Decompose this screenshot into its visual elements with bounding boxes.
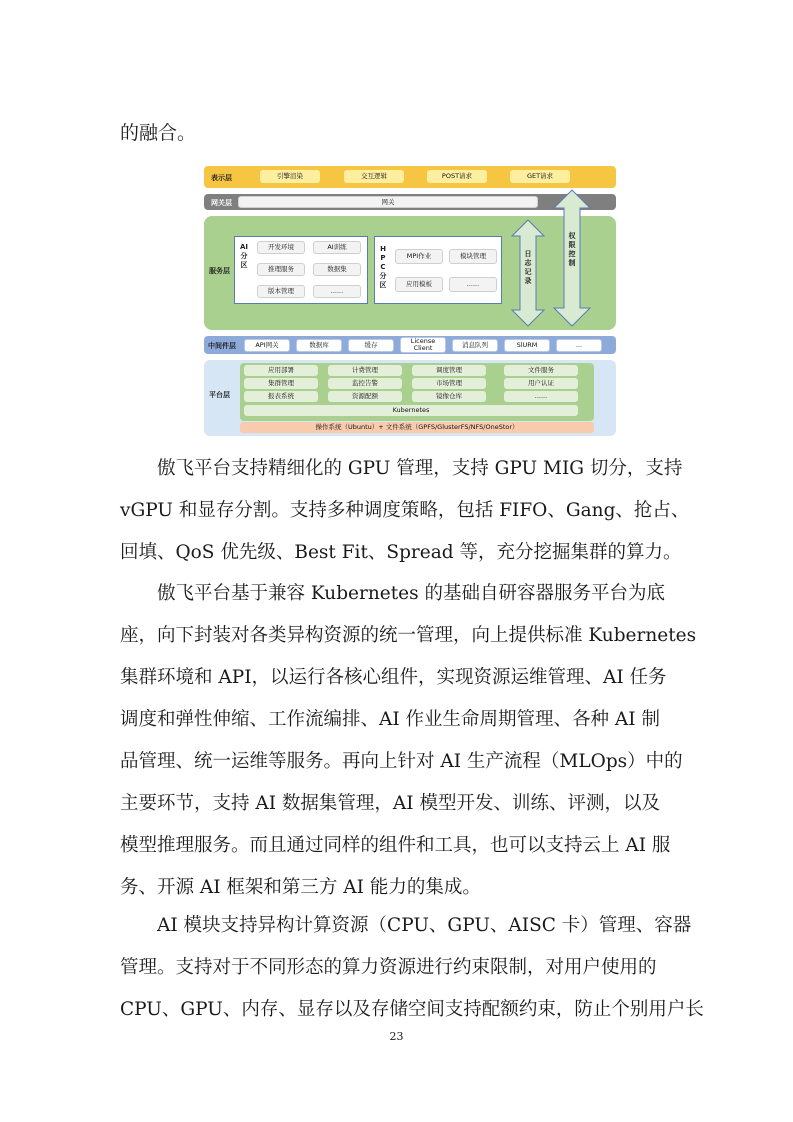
- paragraph-line: AI 模块支持异构计算资源（CPU、GPU、AISC 卡）管理、容器: [157, 915, 692, 936]
- page-number: 23: [389, 1030, 404, 1043]
- presentation-layer: [204, 166, 616, 188]
- platform-item: ......: [504, 391, 578, 402]
- presentation-item: 交互逻辑: [344, 170, 404, 183]
- platform-item: 计费管理: [328, 365, 402, 376]
- service-layer-label: 服务层: [209, 267, 230, 275]
- gateway-layer-label: 网关层: [211, 199, 232, 207]
- middleware-item: 数据库: [296, 339, 342, 352]
- paragraph-line: CPU、GPU、内存、显存以及存储空间支持配额约束，防止个别用户长: [120, 999, 704, 1020]
- middleware-item: ...: [556, 339, 602, 352]
- intro-fragment: 的融合。: [120, 122, 197, 144]
- platform-layer: [204, 360, 616, 436]
- platform-item: 市场管理: [412, 378, 486, 389]
- paragraph-line: 调度和弹性伸缩、工作流编排、AI 作业生命周期管理、各种 AI 制: [120, 709, 660, 730]
- presentation-item: 引擎渲染: [260, 170, 320, 183]
- ai-zone-item: 数据集: [313, 263, 361, 276]
- middleware-item: License Client: [400, 337, 446, 353]
- middleware-layer: [204, 336, 616, 354]
- platform-item: 集群管理: [244, 378, 318, 389]
- paragraph-container-platform: [120, 573, 697, 909]
- ai-zone-item: AI训练: [313, 241, 361, 254]
- platform-item: 调度管理: [412, 365, 486, 376]
- middleware-layer-label: 中间件层: [208, 342, 236, 350]
- paragraph-line: 管理。支持对于不同形态的算力资源进行约束限制，对用户使用的: [120, 957, 657, 978]
- os-filesystem-bar: 操作系统（Ubuntu）+ 文件系统（GPFS/GlusterFS/NFS/OneStor）: [240, 422, 594, 433]
- platform-item: 文件服务: [504, 365, 578, 376]
- presentation-layer-label: 表示层: [211, 174, 232, 182]
- hpc-zone-label: HPC分区: [379, 245, 387, 289]
- presentation-item: POST请求: [427, 170, 487, 183]
- ai-zone-item: ......: [313, 285, 361, 298]
- ai-zone-label: AI分区: [239, 243, 249, 269]
- paragraph-line: 集群环境和 API，以运行各核心组件，实现资源运维管理、AI 任务: [120, 667, 667, 688]
- service-layer: [204, 216, 616, 330]
- paragraph-line: 模型推理服务。而且通过同样的组件和工具，也可以支持云上 AI 服: [120, 835, 671, 856]
- middleware-item: 缓存: [348, 339, 394, 352]
- ai-zone-item: 推理服务: [257, 263, 305, 276]
- middleware-item: 消息队列: [452, 339, 498, 352]
- platform-item: 资源配额: [328, 391, 402, 402]
- paragraph-line: 品管理、统一运维等服务。再向上针对 AI 生产流程（MLOps）中的: [120, 751, 683, 772]
- hpc-zone: [374, 236, 502, 304]
- ai-zone-item: 开发环境: [257, 241, 305, 254]
- paragraph-line: 回填、QoS 优先级、Best Fit、Spread 等，充分挖掘集群的算力。: [120, 542, 682, 563]
- hpc-zone-item: 模块管理: [449, 249, 497, 264]
- architecture-diagram: [204, 164, 616, 438]
- permission-label: 权限控制: [568, 232, 576, 267]
- kubernetes-bar: Kubernetes: [244, 405, 578, 416]
- platform-layer-label: 平台层: [209, 391, 230, 399]
- hpc-zone-item: MPI作业: [395, 249, 443, 264]
- ai-zone-item: 版本管理: [257, 285, 305, 298]
- middleware-item: SlURM: [504, 339, 550, 352]
- paragraph-line: 傲飞平台支持精细化的 GPU 管理，支持 GPU MIG 切分，支持: [157, 458, 683, 479]
- paragraph-line: 傲飞平台基于兼容 Kubernetes 的基础自研容器服务平台为底: [157, 583, 665, 604]
- hpc-zone-item: ......: [449, 277, 497, 292]
- paragraph-line: 务、开源 AI 框架和第三方 AI 能力的集成。: [120, 877, 481, 898]
- platform-item: 镜像仓库: [412, 391, 486, 402]
- paragraph-ai-module: [120, 905, 704, 1031]
- paragraph-line: 主要环节，支持 AI 数据集管理，AI 模型开发、训练、评测，以及: [120, 793, 660, 814]
- presentation-item: GET请求: [510, 170, 570, 183]
- paragraph-gpu-management: [120, 448, 690, 574]
- platform-item: 应用部署: [244, 365, 318, 376]
- paragraph-line: 座，向下封装对各类异构资源的统一管理，向上提供标准 Kubernetes: [120, 625, 697, 646]
- paragraph-line: vGPU 和显存分割。支持多种调度策略，包括 FIFO、Gang、抢占、: [120, 500, 690, 521]
- log-label: 日志记录: [524, 250, 532, 285]
- ai-zone: [234, 236, 368, 304]
- middleware-item: API网关: [244, 339, 290, 352]
- platform-item: 监控告警: [328, 378, 402, 389]
- gateway-bar: 网关: [238, 196, 538, 208]
- platform-item: 报表系统: [244, 391, 318, 402]
- platform-item: 用户认证: [504, 378, 578, 389]
- hpc-zone-item: 应用模板: [395, 277, 443, 292]
